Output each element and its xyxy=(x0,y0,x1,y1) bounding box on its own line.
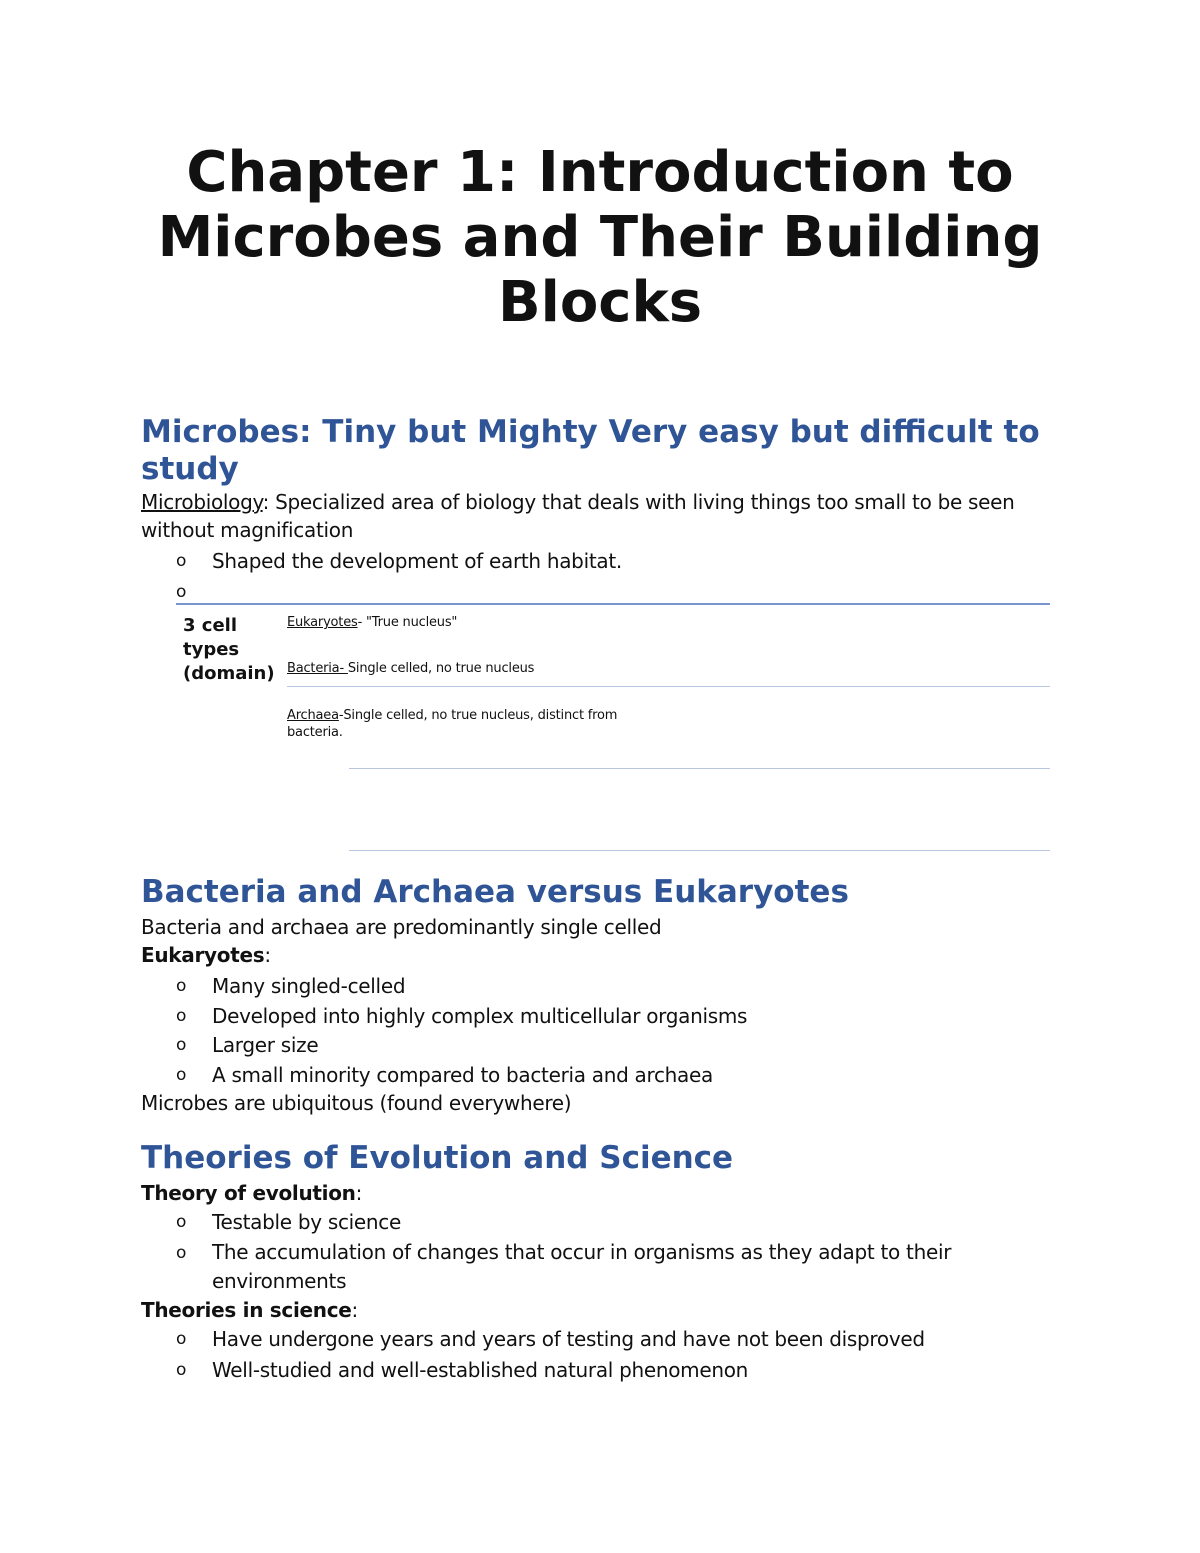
table-row-eukaryotes xyxy=(287,614,707,631)
list-item-text: Shaped the development of earth habitat. xyxy=(212,549,622,573)
bullet-marker: o xyxy=(176,1065,187,1085)
label-colon: : xyxy=(355,1181,363,1205)
bullet-marker: o xyxy=(176,1006,187,1026)
list-item-text: Testable by science xyxy=(212,1210,401,1234)
microbiology-definition-text: : Specialized area of biology that deals with living things too small to be seen without magnification xyxy=(141,490,1015,542)
theory-evolution-term: Theory of evolution xyxy=(141,1181,356,1205)
section2-sublabel xyxy=(141,941,271,969)
table-text: Single celled, no true nucleus xyxy=(347,661,535,676)
cell-types-label: 3 cell types (domain) xyxy=(183,615,275,684)
page-title: Chapter 1: Introduction to Microbes and Their Building Blocks xyxy=(157,140,1043,335)
theories-science-label xyxy=(141,1296,358,1324)
table-term: Archaea xyxy=(287,708,339,723)
list-item-text: The accumulation of changes that occur in organisms as they adapt to their environments xyxy=(212,1240,952,1293)
theory-evolution-label xyxy=(141,1179,362,1207)
microbiology-definition xyxy=(141,488,1041,544)
table-top-rule xyxy=(176,603,1050,605)
table-bottom-rule xyxy=(349,850,1050,851)
list-item-text: Well-studied and well-established natural phenomenon xyxy=(212,1358,749,1382)
table-sep: - xyxy=(357,615,367,630)
list-item-text: Many singled-celled xyxy=(212,974,406,998)
microbiology-term: Microbiology xyxy=(141,490,263,514)
bullet-marker: o xyxy=(176,551,187,571)
list-item-text: Developed into highly complex multicellular organisms xyxy=(212,1004,748,1028)
bullet-marker: o xyxy=(176,1243,187,1263)
table-sep: - xyxy=(338,708,344,723)
table-text: Single celled, no true nucleus, distinct from bacteria. xyxy=(287,708,618,740)
bullet-marker: o xyxy=(176,976,187,996)
label-colon: : xyxy=(264,943,271,967)
bullet-marker: o xyxy=(176,1329,187,1349)
table-row-archaea xyxy=(287,707,632,741)
label-colon: : xyxy=(351,1298,358,1322)
table-row-rule xyxy=(349,768,1050,769)
bullet-marker: o xyxy=(176,1360,187,1380)
table-term: Bacteria- xyxy=(287,661,348,676)
bullet-marker: o xyxy=(176,1035,187,1055)
section-heading-bacteria-archaea: Bacteria and Archaea versus Eukaryotes xyxy=(141,874,849,910)
theories-science-term: Theories in science xyxy=(141,1298,352,1322)
table-text: "True nucleus" xyxy=(366,615,458,630)
bullet-marker: o xyxy=(176,1212,187,1232)
section-heading-microbes: Microbes: Tiny but Mighty Very easy but difficult to study xyxy=(141,414,1040,487)
table-row-rule xyxy=(287,686,1050,687)
list-item-text: Larger size xyxy=(212,1033,319,1057)
section2-outro: Microbes are ubiquitous (found everywhere) xyxy=(141,1091,572,1115)
list-item-text: Have undergone years and years of testing and have not been disproved xyxy=(212,1327,925,1351)
list-item-text: A small minority compared to bacteria and archaea xyxy=(212,1063,713,1087)
table-row-bacteria xyxy=(287,660,707,677)
eukaryotes-label: Eukaryotes xyxy=(141,943,265,967)
bullet-marker: o xyxy=(176,582,187,602)
section2-intro: Bacteria and archaea are predominantly single celled xyxy=(141,915,662,939)
section-heading-theories: Theories of Evolution and Science xyxy=(141,1140,734,1176)
table-term: Eukaryotes xyxy=(287,615,358,630)
